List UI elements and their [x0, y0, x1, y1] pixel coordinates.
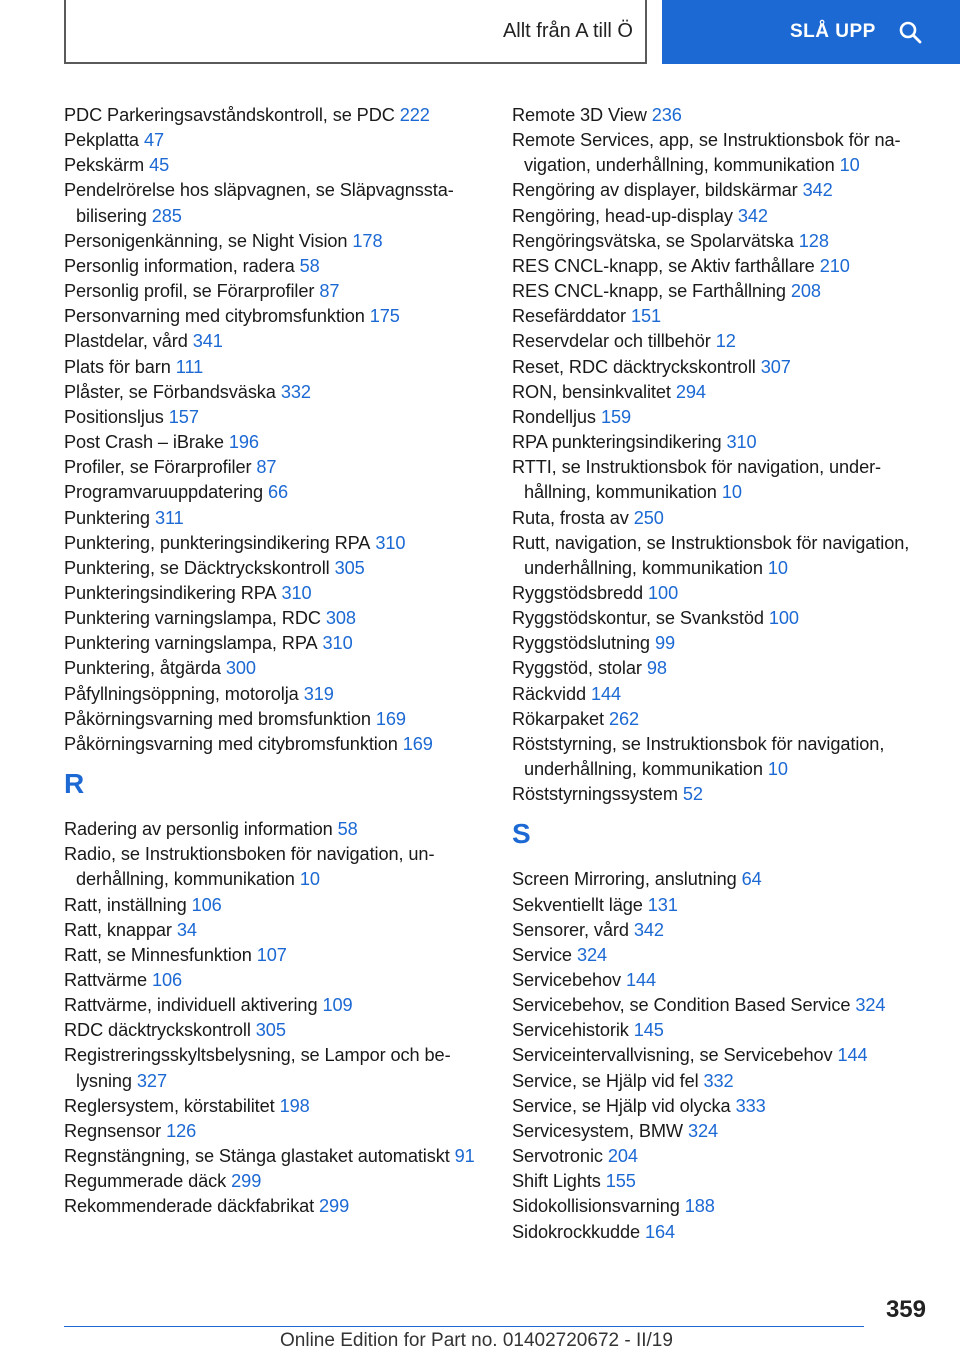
index-page-link[interactable]: 10 — [767, 759, 788, 780]
index-entry — [512, 229, 932, 254]
index-entry-text: Punktering — [64, 507, 150, 528]
index-entry — [512, 867, 932, 892]
index-entry-text: Shift Lights — [512, 1171, 601, 1192]
index-entry-text: Ryggstöd, stolar — [512, 658, 642, 679]
index-entry-text: Plats för barn — [64, 356, 171, 377]
index-entry-text: Servicebehov, se Condition Based Service — [512, 995, 851, 1016]
index-page-link[interactable]: 310 — [375, 532, 406, 553]
index-entry — [512, 380, 932, 405]
index-entry — [512, 254, 932, 279]
index-page-link[interactable]: 299 — [319, 1196, 350, 1217]
index-entry-text: Påkörningsvarning med bromsfunktion — [64, 708, 371, 729]
index-entry — [64, 103, 484, 128]
index-page-link[interactable]: 10 — [299, 869, 320, 890]
index-entry — [64, 606, 484, 631]
index-entry-text: Reservdelar och tillbehör — [512, 331, 711, 352]
index-entry-text: RON, bensinkvalitet — [512, 381, 671, 402]
index-column-right — [512, 103, 932, 1245]
index-entry-text: Service, se Hjälp vid fel — [512, 1070, 699, 1091]
index-entry-text: Pekskärm — [64, 155, 145, 176]
index-entry — [512, 128, 932, 178]
index-entry-text: RES CNCL-knapp, se Farthållning — [512, 281, 786, 302]
index-entry-text: Rengöring, head-up-display — [512, 205, 733, 226]
index-page-link[interactable]: 144 — [591, 683, 622, 704]
index-entry-text: Rutt, navigation, se Instruktionsbok för navigation, underhållning, kommunikation — [512, 532, 910, 578]
index-entry-text: Sekventiellt läge — [512, 894, 643, 915]
index-entry — [512, 606, 932, 631]
index-page-link[interactable]: 307 — [760, 356, 791, 377]
index-page-link[interactable]: 126 — [166, 1120, 197, 1141]
index-page-link[interactable]: 311 — [154, 507, 184, 528]
index-page-link[interactable]: 222 — [399, 105, 430, 125]
index-entry-text: Personlig profil, se Förarprofiler — [64, 281, 315, 302]
index-entry — [64, 506, 484, 531]
header-tab-label: Allt från A till Ö — [502, 19, 633, 42]
index-entry — [64, 430, 484, 455]
section-letter-s: S — [512, 818, 531, 850]
index-page-link[interactable]: 305 — [334, 557, 365, 578]
index-entry-text: Screen Mirroring, anslutning — [512, 869, 737, 890]
index-entry — [64, 1043, 484, 1093]
index-entry — [512, 656, 932, 681]
index-entry — [64, 304, 484, 329]
index-entry — [64, 1018, 484, 1043]
index-page-link[interactable]: 87 — [319, 281, 340, 302]
index-entry — [64, 229, 484, 254]
index-entry-text: Plåster, se Förbandsväska — [64, 381, 276, 402]
index-entry-text: Reset, RDC däcktryckskontroll — [512, 356, 756, 377]
section-letter-r: R — [64, 768, 85, 800]
index-page-link[interactable]: 341 — [192, 331, 223, 352]
index-entry-text: Punktering varningslampa, RPA — [64, 633, 318, 654]
index-entry — [64, 279, 484, 304]
index-entry — [512, 682, 932, 707]
index-entry — [64, 1169, 484, 1194]
index-entry — [64, 918, 484, 943]
index-entry — [512, 631, 932, 656]
index-page-link[interactable]: 145 — [633, 1020, 664, 1041]
index-entry — [512, 304, 932, 329]
index-entry — [512, 455, 932, 505]
index-entry — [64, 1119, 484, 1144]
index-page-link[interactable]: 100 — [768, 608, 799, 629]
index-entry — [512, 782, 932, 807]
index-entry-text: Personvarning med citybromsfunktion — [64, 306, 365, 327]
index-page-link[interactable]: 310 — [726, 432, 757, 453]
index-page-link[interactable]: 169 — [402, 733, 433, 754]
index-entry — [512, 732, 932, 782]
index-list-r — [64, 817, 484, 1220]
index-entry — [64, 732, 484, 757]
index-page-link[interactable]: 52 — [682, 784, 703, 805]
index-entry — [512, 178, 932, 203]
index-page-link[interactable]: 12 — [715, 331, 736, 352]
index-page-link[interactable]: 299 — [231, 1171, 262, 1192]
index-entry-text: Reglersystem, körstabilitet — [64, 1095, 275, 1116]
index-page-link[interactable]: 327 — [136, 1070, 167, 1091]
index-entry-text: Rondelljus — [512, 406, 596, 427]
index-entry-text: Rengöringsvätska, se Spolarvätska — [512, 230, 794, 251]
index-entry — [512, 581, 932, 606]
index-entry — [64, 707, 484, 732]
index-page-link[interactable]: 157 — [168, 406, 199, 427]
index-page-link[interactable]: 107 — [256, 944, 287, 965]
index-entry — [64, 817, 484, 842]
index-list-p — [64, 103, 484, 757]
index-page-link[interactable]: 208 — [790, 281, 821, 302]
index-entry — [512, 204, 932, 229]
index-entry-text: Rökarpaket — [512, 708, 605, 729]
index-page-link[interactable]: 106 — [152, 970, 183, 990]
index-entry-text: Positionsljus — [64, 406, 164, 427]
index-page-link[interactable]: 332 — [703, 1070, 734, 1091]
index-page-link[interactable]: 262 — [609, 708, 640, 729]
index-entry — [64, 943, 484, 968]
index-entry-text: Post Crash – iBrake — [64, 432, 224, 453]
index-page-link[interactable]: 66 — [268, 482, 289, 503]
index-entry — [64, 1144, 484, 1169]
index-entry-text: Ratt, knappar — [64, 919, 172, 940]
index-entry-text: Servicesystem, BMW — [512, 1120, 683, 1141]
index-page-link[interactable]: 10 — [767, 557, 788, 578]
index-page-link[interactable]: 310 — [281, 582, 312, 603]
index-page-link[interactable]: 324 — [576, 944, 607, 965]
index-entry-text: Ratt, se Minnesfunktion — [64, 944, 252, 965]
index-entry — [512, 943, 932, 968]
index-entry-text: Påfyllningsöppning, motorolja — [64, 683, 299, 704]
index-entry-text: Plastdelar, vård — [64, 331, 188, 352]
index-entry-text: Regnsensor — [64, 1120, 162, 1141]
index-page-link[interactable]: 333 — [735, 1095, 766, 1116]
index-entry — [512, 279, 932, 304]
index-entry — [512, 968, 932, 993]
index-entry — [512, 1043, 932, 1068]
index-entry — [512, 1194, 932, 1219]
index-page-link[interactable]: 106 — [191, 894, 222, 915]
index-entry-text: Servicehistorik — [512, 1020, 629, 1041]
index-page-link[interactable]: 34 — [176, 919, 197, 940]
index-entry — [512, 707, 932, 732]
index-entry-text: Ryggstödskontur, se Svankstöd — [512, 608, 764, 629]
index-page-link[interactable]: 204 — [607, 1146, 638, 1167]
index-page-link[interactable]: 87 — [256, 457, 277, 478]
index-entry — [512, 405, 932, 430]
index-entry — [64, 656, 484, 681]
index-entry-text: Radering av personlig information — [64, 819, 333, 840]
index-entry-text: Service — [512, 944, 572, 965]
index-entry-text: Remote 3D View — [512, 105, 647, 125]
index-entry-text: Punktering, åtgärda — [64, 658, 221, 679]
index-page-link[interactable]: 131 — [647, 894, 678, 915]
index-page-link[interactable]: 188 — [684, 1196, 715, 1217]
index-entry-text: Sidokollisionsvarning — [512, 1196, 680, 1217]
index-entry — [64, 178, 484, 228]
index-entry-text: PDC Parkeringsavståndskontroll, se PDC — [64, 105, 395, 125]
index-entry — [512, 103, 932, 128]
index-entry-text: Profiler, se Förarprofiler — [64, 457, 252, 478]
index-entry — [64, 556, 484, 581]
index-page-link[interactable]: 58 — [299, 255, 320, 276]
index-page-link[interactable]: 155 — [605, 1171, 636, 1192]
index-page-link[interactable]: 332 — [280, 381, 311, 402]
index-entry-text: Ratt, inställning — [64, 894, 187, 915]
index-entry — [64, 254, 484, 279]
index-entry-text: Registreringsskyltsbelysning, se Lampor och belysning — [64, 1045, 451, 1091]
index-entry — [512, 1094, 932, 1119]
index-entry-text: RTTI, se Instruktionsbok för navigation, underhållning, kommunikation — [512, 457, 882, 503]
index-entry — [64, 1194, 484, 1219]
footer-edition-text: Online Edition for Part no. 01402720672 - II/19 — [280, 1330, 673, 1351]
index-page-link[interactable]: 111 — [175, 356, 204, 377]
index-page-link[interactable]: 319 — [303, 683, 334, 704]
index-entry-text: RPA punkteringsindikering — [512, 432, 722, 453]
index-entry — [512, 1069, 932, 1094]
index-page-link[interactable]: 294 — [675, 381, 706, 402]
index-page-link[interactable]: 308 — [325, 608, 356, 629]
index-page-link[interactable]: 91 — [454, 1146, 475, 1167]
index-entry — [64, 531, 484, 556]
index-page-link[interactable]: 144 — [837, 1045, 868, 1066]
index-entry-text: Regummerade däck — [64, 1171, 227, 1192]
index-page-link[interactable]: 64 — [741, 869, 762, 890]
index-entry — [512, 329, 932, 354]
index-entry-text: Röststyrning, se Instruktionsbok för navigation, underhållning, kommunikation — [512, 733, 885, 780]
index-entry — [512, 918, 932, 943]
index-entry — [64, 968, 484, 993]
index-page-link[interactable]: 10 — [721, 482, 742, 503]
index-entry-text: Påkörningsvarning med citybromsfunktion — [64, 733, 398, 754]
index-entry — [64, 893, 484, 918]
index-page-link[interactable]: 196 — [228, 432, 259, 453]
index-entry — [512, 1169, 932, 1194]
index-page-link[interactable]: 159 — [600, 406, 631, 427]
index-entry — [64, 329, 484, 354]
lookup-button-label: SLÅ UPP — [790, 21, 876, 42]
index-entry — [512, 506, 932, 531]
index-entry-text: Serviceintervallvisning, se Servicebehov — [512, 1045, 833, 1066]
index-entry — [64, 631, 484, 656]
index-page-link[interactable]: 151 — [630, 306, 661, 327]
index-entry-text: Remote Services, app, se Instruktionsbok för navigation, underhållning, kommunikation — [512, 130, 901, 176]
index-page-link[interactable]: 300 — [225, 658, 256, 679]
index-entry-text: Personigenkänning, se Night Vision — [64, 230, 348, 251]
index-entry-text: Radio, se Instruktionsboken för navigation, underhållning, kommunikation — [64, 844, 435, 890]
index-entry-text: RDC däcktryckskontroll — [64, 1020, 251, 1041]
index-page-link[interactable]: 324 — [688, 1120, 719, 1141]
index-page-link[interactable]: 342 — [802, 180, 833, 201]
index-entry — [64, 842, 484, 892]
index-entry — [64, 682, 484, 707]
index-entry — [512, 1220, 932, 1245]
page-number: 359 — [885, 1296, 926, 1323]
index-page-link[interactable]: 58 — [337, 819, 358, 840]
index-entry — [512, 993, 932, 1018]
index-page-link[interactable]: 342 — [633, 919, 664, 940]
index-entry — [64, 455, 484, 480]
index-entry-text: Service, se Hjälp vid olycka — [512, 1095, 731, 1116]
index-list-s — [512, 867, 932, 1244]
index-page-link[interactable]: 144 — [626, 970, 657, 990]
index-list-r-continued — [512, 103, 932, 807]
index-entry — [64, 405, 484, 430]
index-entry — [512, 1119, 932, 1144]
index-entry — [512, 531, 932, 581]
index-entry-text: Pekplatta — [64, 130, 139, 151]
index-page-link[interactable]: 342 — [737, 205, 768, 226]
index-entry — [64, 355, 484, 380]
lookup-button[interactable] — [662, 0, 960, 64]
index-entry — [64, 581, 484, 606]
index-page-link[interactable]: 45 — [149, 155, 170, 176]
index-page-link[interactable]: 164 — [645, 1221, 676, 1242]
index-page-link[interactable]: 99 — [654, 633, 675, 654]
index-entry-text: Röststyrningssystem — [512, 784, 678, 805]
index-entry-text: Ryggstödsbredd — [512, 582, 644, 603]
index-entry — [64, 1094, 484, 1119]
index-page-link[interactable]: 305 — [255, 1020, 286, 1041]
index-entry — [512, 1144, 932, 1169]
index-page-link[interactable]: 310 — [322, 633, 353, 654]
index-entry-text: RES CNCL-knapp, se Aktiv farthållare — [512, 255, 815, 276]
index-page-link[interactable]: 175 — [369, 306, 400, 327]
index-entry-text: Rekommenderade däckfabrikat — [64, 1196, 315, 1217]
index-entry-text: Punkteringsindikering RPA — [64, 582, 277, 603]
index-entry-text: Sensorer, vård — [512, 919, 629, 940]
index-page-link[interactable]: 109 — [322, 995, 353, 1016]
index-entry-text: Regnstängning, se Stänga glastaket automatiskt — [64, 1146, 450, 1167]
index-entry — [64, 480, 484, 505]
index-page-link[interactable]: 178 — [352, 230, 383, 251]
index-page-link[interactable]: 98 — [646, 658, 667, 679]
index-entry-text: Servicebehov — [512, 970, 621, 990]
index-entry-text: Punktering varningslampa, RDC — [64, 608, 321, 629]
index-page-link[interactable]: 100 — [648, 582, 679, 603]
index-entry-text: Ruta, frosta av — [512, 507, 629, 528]
index-page-link[interactable]: 210 — [819, 255, 850, 276]
index-page-link[interactable]: 198 — [279, 1095, 310, 1116]
index-page-link[interactable]: 169 — [375, 708, 406, 729]
index-entry-text: Rattvärme, individuell aktivering — [64, 995, 318, 1016]
index-entry-text: Rengöring av displayer, bildskärmar — [512, 180, 798, 201]
index-page-link[interactable]: 285 — [151, 205, 182, 226]
index-entry-text: Räckvidd — [512, 683, 587, 704]
index-entry — [512, 893, 932, 918]
search-icon — [898, 20, 922, 44]
footer-divider — [64, 1326, 864, 1327]
index-entry — [64, 153, 484, 178]
index-page-link[interactable]: 47 — [143, 130, 164, 151]
index-entry — [64, 993, 484, 1018]
index-entry-text: Pendelrörelse hos släpvagnen, se Släpvagnsstabilisering — [64, 180, 454, 226]
header-tab[interactable] — [64, 0, 647, 64]
index-entry — [512, 1018, 932, 1043]
index-page-link[interactable]: 10 — [839, 155, 860, 176]
index-entry-text: Punktering, punkteringsindikering RPA — [64, 532, 371, 553]
index-entry-text: Programvaruuppdatering — [64, 482, 263, 503]
index-column-left — [64, 103, 484, 1220]
index-entry-text: Personlig information, radera — [64, 255, 295, 276]
index-entry-text: Sidokrockkudde — [512, 1221, 641, 1242]
index-entry-text: Rattvärme — [64, 970, 147, 990]
index-entry-text: Punktering, se Däcktryckskontroll — [64, 557, 330, 578]
index-entry — [512, 430, 932, 455]
index-page-link[interactable]: 250 — [633, 507, 664, 528]
index-entry-text: Ryggstödslutning — [512, 633, 650, 654]
index-entry-text: Servotronic — [512, 1146, 603, 1167]
index-entry-text: Resefärddator — [512, 306, 626, 327]
index-entry — [64, 128, 484, 153]
index-page-link[interactable]: 236 — [651, 105, 682, 125]
index-page-link[interactable]: 128 — [798, 230, 829, 251]
index-entry — [64, 380, 484, 405]
index-page-link[interactable]: 324 — [855, 995, 886, 1016]
index-entry — [512, 355, 932, 380]
